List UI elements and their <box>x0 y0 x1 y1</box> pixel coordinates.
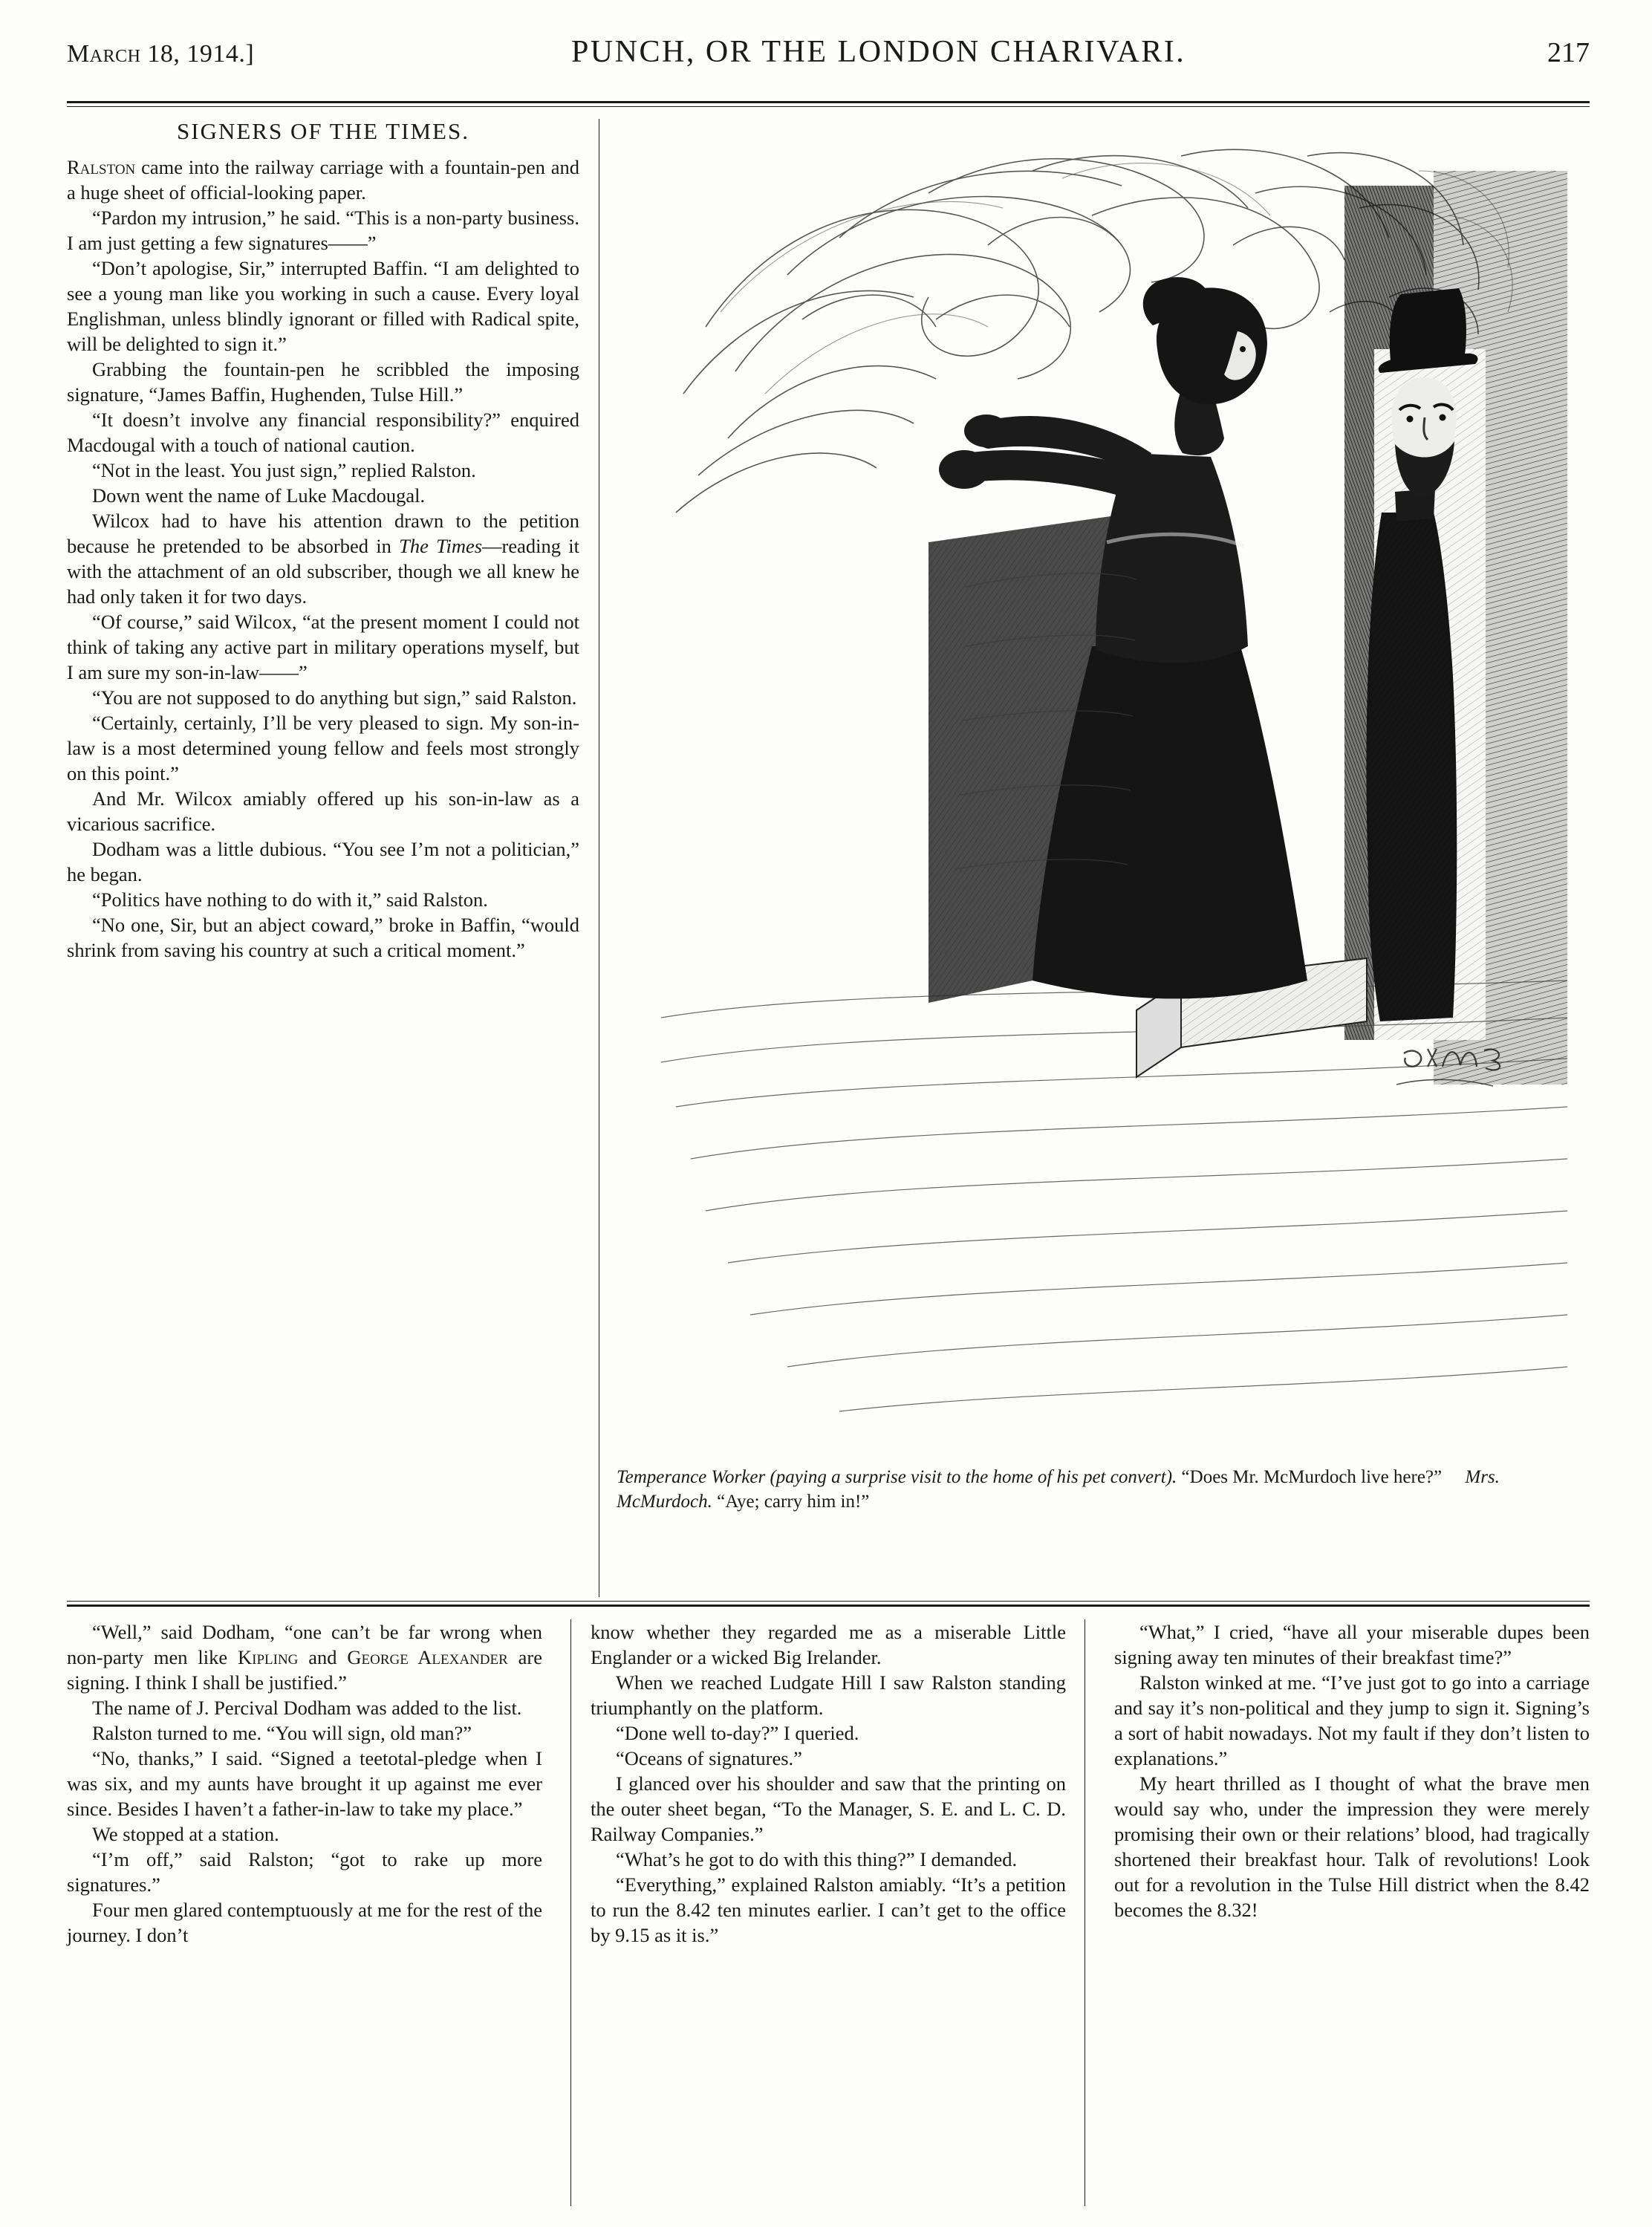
caption-line-2: “Aye; carry him in!” <box>717 1492 870 1512</box>
paragraph: And Mr. Wilcox amiably offered up his son-in-law as a vicarious sacrifice. <box>67 787 579 835</box>
page-number: 217 <box>1547 37 1590 68</box>
issue-date: March 18, 1914.] <box>67 40 255 68</box>
paragraph: We stopped at a station. <box>92 1823 279 1845</box>
paragraph: My heart thrilled as I thought of what the brave men would say who, under the impression they were merely promising their own or their relations’ blood, had tragically shortened their breakfast hour. Talk of revolutions! Look out for a revolution in the Tulse Hill district when the 8.42 becomes the 8.32! <box>1114 1772 1590 1921</box>
paragraph: “Don’t apologise, Sir,” interrupted Baffin. “I am delighted to see a young man like you working in such a cause. Every loyal Englishman, unless blindly ignorant or filled with Radical spite, will be delighted to sign it.” <box>67 257 579 355</box>
caption-speaker-1: Temperance Worker <box>617 1467 766 1487</box>
paragraph: “No, thanks,” I said. “Signed a teetotal-pledge when I was six, and my aunts have brought it up against me ever since. Besides I haven’t a father-in-law to take my place.” <box>67 1747 542 1820</box>
article-column-1 <box>67 119 579 1597</box>
paragraph: When we reached Ludgate Hill I saw Ralston standing triumphantly on the platform. <box>591 1671 1066 1719</box>
cartoon-artwork <box>617 126 1590 1456</box>
column-divider-lower-2 <box>1084 1619 1085 2206</box>
lower-column-2 <box>591 1619 1066 2206</box>
caption-speaker-2: Mrs. McMurdoch. <box>617 1467 1500 1512</box>
paragraph: Ralston winked at me. “I’ve just got to go into a carriage and say it’s non-political and they jump to sign it. Signing’s a sort of habit nowadays. Not my fault if they don’t listen to explanations.” <box>1114 1671 1590 1769</box>
illustration-caption <box>617 1465 1590 1514</box>
article-title: SIGNERS OF THE TIMES. <box>177 118 469 144</box>
publication-title: PUNCH, OR THE LONDON CHARIVARI. <box>570 35 1186 69</box>
paragraph: “What,” I cried, “have all your miserable dupes been signing away ten minutes of their breakfast time?” <box>1114 1621 1590 1668</box>
paragraph: Ralston came into the railway carriage with a fountain-pen and a huge sheet of official-looking paper. <box>67 156 579 204</box>
paragraph: “It doesn’t involve any financial responsibility?” enquired Macdougal with a touch of national caution. <box>67 409 579 456</box>
paragraph: Wilcox had to have his attention drawn to the petition because he pretended to be absorbed in The Times—reading it with the attachment of an old subscriber, though we all knew he had only taken it for two days. <box>67 510 579 608</box>
paragraph: Dodham was a little dubious. “You see I’m not a politician,” he began. <box>67 838 579 885</box>
paragraph: know whether they regarded me as a miserable Little Englander or a wicked Big Irelander. <box>591 1621 1066 1668</box>
column-divider-lower-1 <box>570 1619 571 2206</box>
paragraph: “Politics have nothing to do with it,” said Ralston. <box>92 888 488 911</box>
paragraph: “You are not supposed to do anything but sign,” said Ralston. <box>92 686 577 709</box>
paragraph: “Well,” said Dodham, “one can’t be far wrong when non-party men like Kipling and George Alexander are signing. I think I shall be justified.” <box>67 1621 543 1694</box>
caption-line-1: “Does Mr. McMurdoch live here?” <box>1181 1467 1443 1487</box>
masthead-divider <box>67 101 1590 107</box>
paragraph: “Certainly, certainly, I’ll be very pleased to sign. My son-in-law is a most determined young fellow and feels most strongly on this point.” <box>67 712 579 784</box>
caption-stage-direction: (paying a surprise visit to the home of his pet convert). <box>770 1467 1177 1487</box>
lower-column-1 <box>67 1619 542 2206</box>
paragraph: “I’m off,” said Ralston; “got to rake up more signatures.” <box>67 1848 542 1896</box>
paragraph: “No one, Sir, but an abject coward,” broke in Baffin, “would shrink from saving his country at such a critical moment.” <box>67 914 579 961</box>
paragraph: “Everything,” explained Ralston amiably. “It’s a petition to run the 8.42 ten minutes earlier. I can’t get to the office by 9.15 as it is.” <box>591 1873 1066 1946</box>
paragraph: “What’s he got to do with this thing?” I demanded. <box>616 1848 1018 1870</box>
paragraph: “Oceans of signatures.” <box>616 1747 802 1769</box>
lower-column-3 <box>1114 1619 1590 2206</box>
paragraph: “Done well to-day?” I queried. <box>616 1722 859 1744</box>
lower-section <box>67 1619 1590 2206</box>
paragraph: I glanced over his shoulder and saw that the printing on the outer sheet began, “To the Manager, S. E. and L. C. D. Railway Companies.” <box>591 1772 1066 1845</box>
paragraph: Grabbing the fountain-pen he scribbled the imposing signature, “James Baffin, Hughenden, Tulse Hill.” <box>67 358 579 406</box>
paragraph: Four men glared contemptuously at me for the rest of the journey. I don’t <box>67 1899 542 1946</box>
illustration-column <box>617 119 1590 1597</box>
paragraph: “Pardon my intrusion,” he said. “This is a non-party business. I am just getting a few signatures——” <box>67 207 579 254</box>
cartoon-illustration <box>617 126 1590 1456</box>
upper-section <box>67 119 1590 1597</box>
paragraph: “Not in the least. You just sign,” replied Ralston. <box>92 459 476 481</box>
section-divider <box>67 1601 1590 1607</box>
paragraph: “Of course,” said Wilcox, “at the present moment I could not think of taking any active part in military operations myself, but I am sure my son-in-law——” <box>67 611 579 683</box>
masthead <box>67 34 1590 79</box>
paragraph: Down went the name of Luke Macdougal. <box>92 484 426 507</box>
paragraph: The name of J. Percival Dodham was added to the list. <box>92 1697 522 1719</box>
paragraph: Ralston turned to me. “You will sign, old man?” <box>92 1722 472 1744</box>
